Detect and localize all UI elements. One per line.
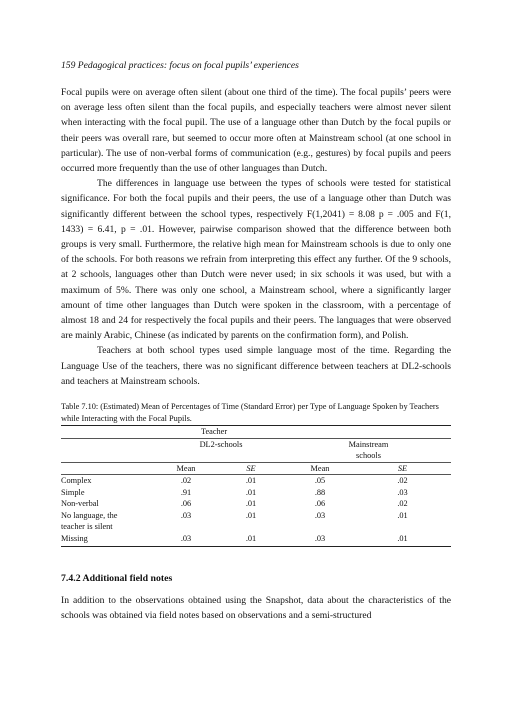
language-use-table (61, 425, 451, 547)
school-type-mainstream-line1: Mainstream (348, 439, 389, 449)
row-label: Non-verbal (61, 499, 99, 509)
body-paragraph: Focal pupils were on average often silent (about one third of the time). The focal pupils’ peers were on average less often silent than the focal pupils, and especially teachers were almost never silent when interacting with the focal pupil. The use of a language other than Dutch by the focal pupils or their peers was overall rare, but seemed to occur more often at Mainstream school (at one school in particular). The use of non-verbal forms of communication (e.g., gestures) by focal pupils and peers occurred more frequently than the use of other languages than Dutch. (61, 87, 451, 175)
table-row (61, 498, 451, 510)
col-header-se: SE (216, 462, 286, 475)
table-row (61, 487, 451, 499)
cell-se-mainstream: .01 (397, 510, 408, 520)
cell-mean-dl2: .06 (180, 499, 192, 509)
cell-se-dl2: .01 (245, 499, 257, 509)
row-label: Missing (61, 533, 156, 547)
cell-se-mainstream: .01 (354, 533, 451, 547)
cell-se-mainstream: .02 (397, 499, 408, 509)
cell-mean-mainstream: .06 (314, 499, 326, 509)
body-paragraph: Teachers at both school types used simple language most of the time. Regarding the Language Use of the teachers, there was no significant difference between teachers at DL2-schools and teachers at Mainstream schools. (61, 345, 451, 387)
section-heading: 7.4.2 Additional field notes (61, 573, 173, 585)
document-page (61, 60, 451, 623)
cell-mean-mainstream: .05 (286, 475, 354, 487)
col-header-mean: Mean (286, 462, 354, 475)
cell-se-dl2: .01 (245, 510, 257, 520)
body-paragraph: The differences in language use between the types of schools were tested for statistical significance. For both the focal pupils and their peers, the use of a language other than Dutch was significantly different between the school types, respectively F(1,2041) = 8.08 p = .005 and F(1, 1433) = 6.41, p = .01. However, pairwise comparison showed that the difference between both groups is very small. Furthermore, the relative high mean for Mainstream schools is due to only one of the schools. For both reasons we refrain from interpreting this effect any further. Of the 9 schools, at 2 schools, languages other than Dutch were never used; in six schools it was used, but with a maximum of 5%. There was only one school, a Mainstream school, where a significantly larger amount of time other languages than Dutch were spoken in the classroom, with a percentage of almost 18 and 24 for respectively the focal pupils and their peers. The languages that were observed are mainly Arabic, Chinese (as indicated by parents on the confirmation form), and Polish. (61, 178, 451, 342)
cell-mean-mainstream: .03 (286, 533, 354, 547)
cell-mean-dl2: .02 (156, 475, 216, 487)
cell-se-mainstream: .02 (354, 475, 451, 487)
cell-mean-mainstream: .03 (314, 510, 326, 520)
school-type-mainstream (286, 438, 451, 462)
cell-mean-mainstream: .88 (314, 487, 326, 497)
row-label-line2: teacher is silent (61, 522, 113, 532)
col-header-se: SE (354, 462, 451, 475)
row-label-line1: No language, the (61, 510, 118, 520)
cell-se-dl2: .01 (216, 533, 286, 547)
table-row (61, 510, 451, 533)
cell-mean-dl2: .91 (180, 487, 192, 497)
cell-se-mainstream: .03 (397, 487, 408, 497)
cell-se-dl2: .01 (216, 475, 286, 487)
school-type-mainstream-line2: schools (356, 451, 381, 461)
cell-se-dl2: .01 (245, 487, 257, 497)
table-caption: Table 7.10: (Estimated) Mean of Percentages of Time (Standard Error) per Type of Language Spoken by Teachers while Interacting with the Focal Pupils. (61, 402, 439, 423)
row-label: Complex (61, 475, 156, 487)
row-label: Simple (61, 487, 85, 497)
table-row (61, 475, 451, 487)
group-header: Teacher (156, 426, 451, 439)
school-type-dl2: DL2-schools (156, 438, 286, 462)
body-paragraph: In addition to the observations obtained using the Snapshot, data about the characteristics of the schools was obtained via field notes based on observations and a semi-structured (61, 595, 451, 622)
table-row (61, 533, 451, 547)
cell-mean-dl2: .03 (180, 510, 192, 520)
running-head: 159 Pedagogical practices: focus on focal pupils’ experiences (61, 60, 299, 71)
row-label (61, 510, 156, 533)
col-header-mean: Mean (156, 462, 216, 475)
cell-mean-dl2: .03 (156, 533, 216, 547)
